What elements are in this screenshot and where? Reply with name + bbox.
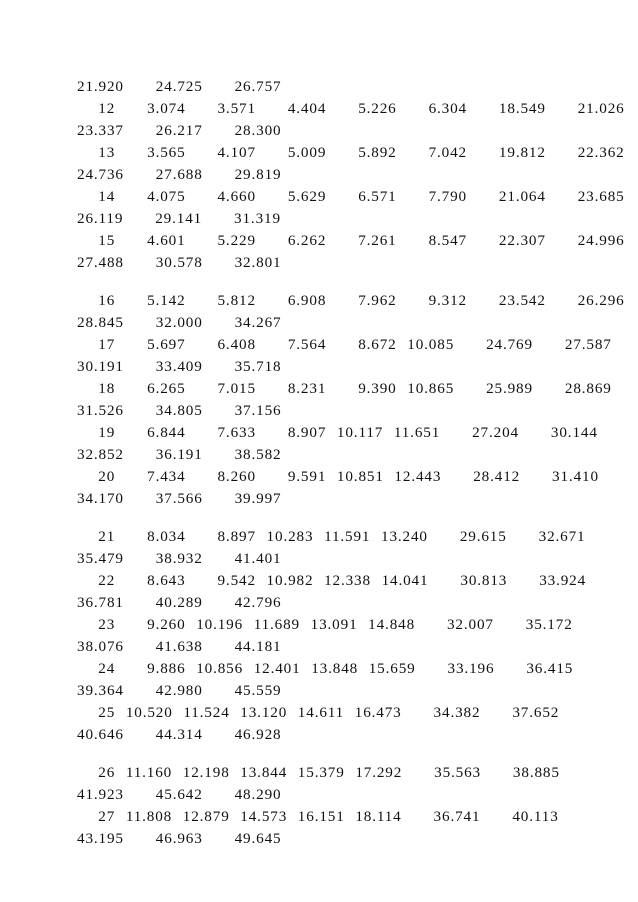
text-line: 31.526 34.805 37.156 bbox=[77, 402, 282, 419]
text-line: 43.195 46.963 49.645 bbox=[77, 830, 282, 847]
text-line: 30.191 33.409 35.718 bbox=[77, 358, 282, 375]
text-line: 28.845 32.000 34.267 bbox=[77, 314, 282, 331]
text-line: 27.488 30.578 32.801 bbox=[77, 254, 282, 271]
text-line: 12 3.074 3.571 4.404 5.226 6.304 18.549 21.026 bbox=[77, 100, 625, 117]
text-line: 14 4.075 4.660 5.629 6.571 7.790 21.064 23.685 bbox=[77, 188, 625, 205]
text-line: 20 7.434 8.260 9.591 10.851 12.443 28.412 31.410 bbox=[77, 468, 599, 485]
text-line: 24 9.886 10.856 12.401 13.848 15.659 33.196 36.415 bbox=[77, 660, 574, 677]
text-line: 40.646 44.314 46.928 bbox=[77, 726, 282, 743]
text-line: 21 8.034 8.897 10.283 11.591 13.240 29.615 32.671 bbox=[77, 528, 586, 545]
text-line: 39.364 42.980 45.559 bbox=[77, 682, 282, 699]
text-line: 23.337 26.217 28.300 bbox=[77, 122, 282, 139]
text-line: 22 8.643 9.542 10.982 12.338 14.041 30.813 33.924 bbox=[77, 572, 587, 589]
paragraph-gap bbox=[77, 746, 597, 762]
text-line: 24.736 27.688 29.819 bbox=[77, 166, 282, 183]
text-line: 13 3.565 4.107 5.009 5.892 7.042 19.812 22.362 bbox=[77, 144, 625, 161]
text-line: 18 6.265 7.015 8.231 9.390 10.865 25.989 28.869 bbox=[77, 380, 612, 397]
text-line: 15 4.601 5.229 6.262 7.261 8.547 22.307 24.996 bbox=[77, 232, 625, 249]
text-line: 36.781 40.289 42.796 bbox=[77, 594, 282, 611]
text-line: 26 11.160 12.198 13.844 15.379 17.292 35.563 38.885 bbox=[77, 764, 560, 781]
text-line: 41.923 45.642 48.290 bbox=[77, 786, 282, 803]
table-text-block bbox=[77, 76, 625, 850]
text-line: 38.076 41.638 44.181 bbox=[77, 638, 282, 655]
text-line: 26.119 29.141 31.319 bbox=[77, 210, 281, 227]
text-line: 34.170 37.566 39.997 bbox=[77, 490, 282, 507]
text-line: 17 5.697 6.408 7.564 8.672 10.085 24.769 27.587 bbox=[77, 336, 612, 353]
text-line: 27 11.808 12.879 14.573 16.151 18.114 36.741 40.113 bbox=[77, 808, 559, 825]
text-line: 23 9.260 10.196 11.689 13.091 14.848 32.007 35.172 bbox=[77, 616, 573, 633]
text-line: 21.920 24.725 26.757 bbox=[77, 78, 282, 95]
text-line: 19 6.844 7.633 8.907 10.117 11.651 27.204 30.144 bbox=[77, 424, 598, 441]
paragraph-gap bbox=[77, 510, 597, 526]
text-line: 25 10.520 11.524 13.120 14.611 16.473 34.382 37.652 bbox=[77, 704, 560, 721]
text-line: 35.479 38.932 41.401 bbox=[77, 550, 282, 567]
paragraph-gap bbox=[77, 274, 597, 290]
text-line: 32.852 36.191 38.582 bbox=[77, 446, 282, 463]
text-line: 16 5.142 5.812 6.908 7.962 9.312 23.542 26.296 bbox=[77, 292, 625, 309]
